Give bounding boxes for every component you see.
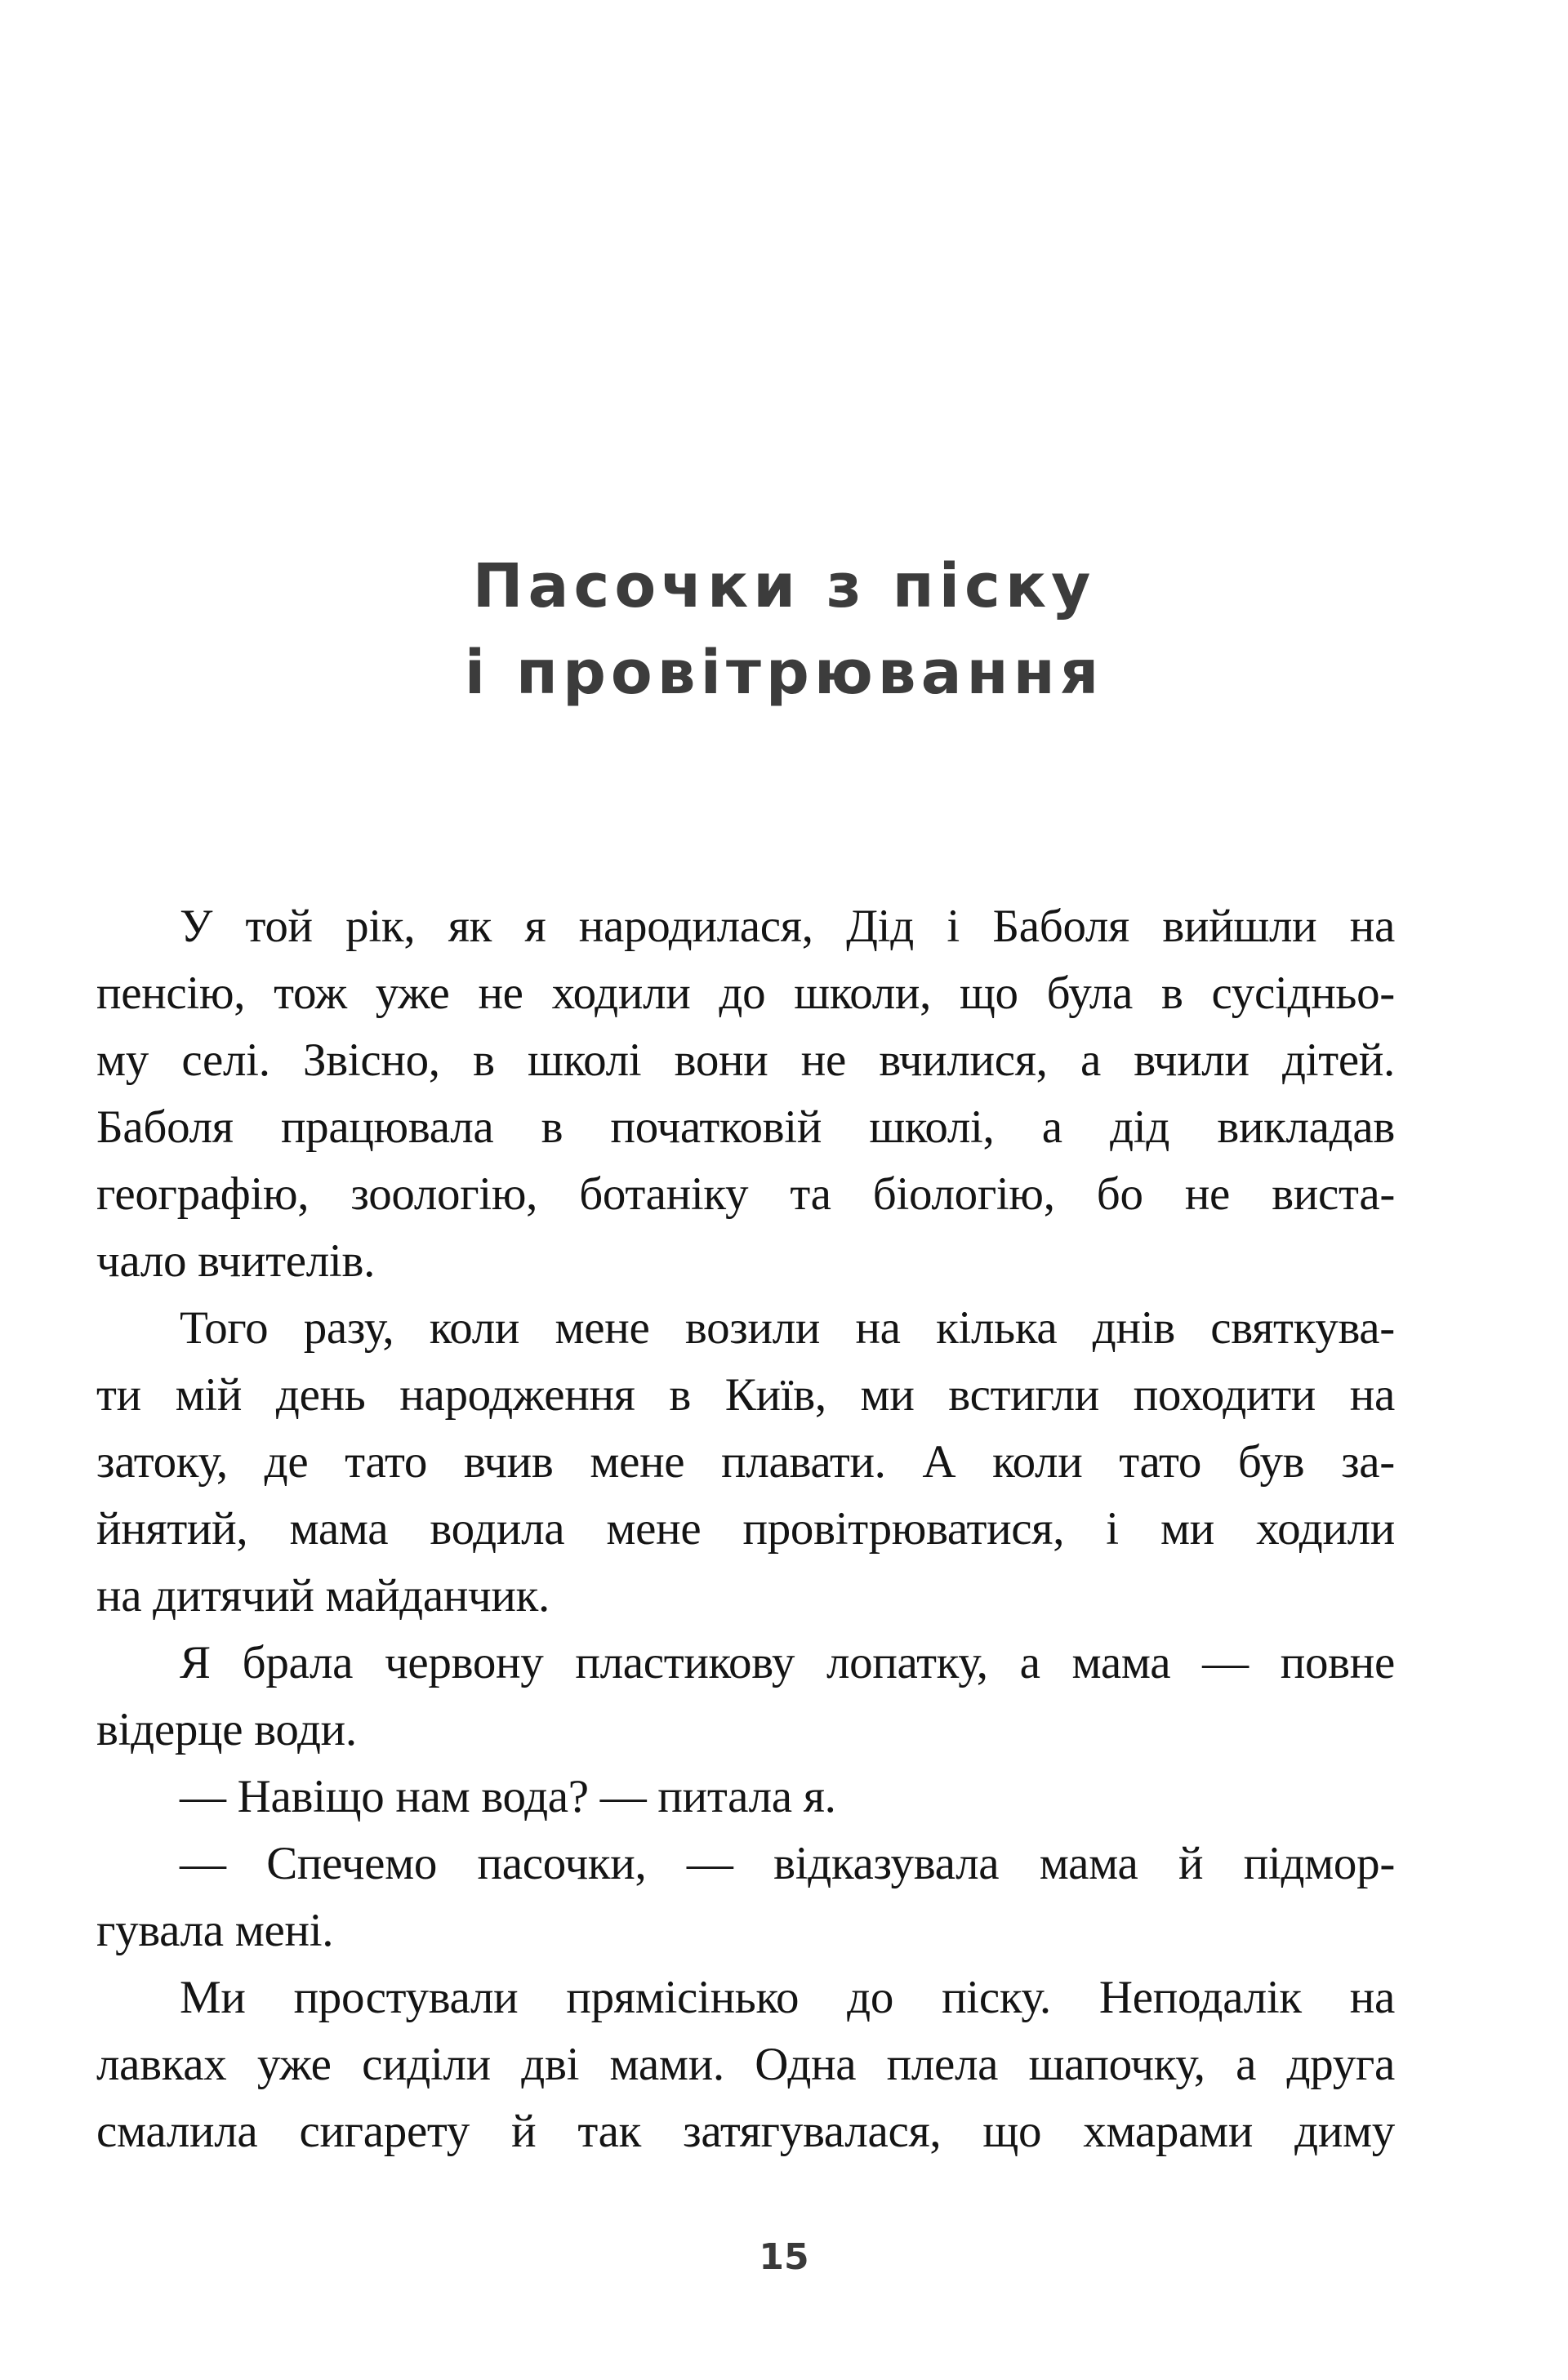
- text-line: на дитячий майданчик.: [96, 1570, 550, 1622]
- text-line: географію, зоологію, ботаніку та біологію, бо не виста-: [96, 1168, 1395, 1220]
- text-line: лавках уже сиділи дві мами. Одна плела шапочку, а друга: [96, 2039, 1395, 2090]
- text-line: відерце води.: [96, 1704, 357, 1755]
- text-line: му селі. Звісно, в школі вони не вчилися, а вчили дітей.: [96, 1034, 1395, 1086]
- body-text: [96, 893, 1395, 2165]
- text-line: У той рік, як я народилася, Дід і Баболя вийшли на: [180, 901, 1395, 952]
- chapter-title-line-2: і провітрювання: [464, 637, 1104, 708]
- text-line: пенсію, тож уже не ходили до школи, що була в сусідньо-: [96, 968, 1395, 1019]
- text-line: затоку, де тато вчив мене плавати. А коли тато був за-: [96, 1436, 1395, 1488]
- text-line: йнятий, мама водила мене провітрюватися, і ми ходили: [96, 1503, 1395, 1555]
- text-line: Я брала червону пластикову лопатку, а мама — повне: [180, 1637, 1395, 1688]
- page-number: 15: [759, 2236, 809, 2278]
- text-line: смалила сигарету й так затягувалася, що хмарами диму: [96, 2106, 1395, 2157]
- text-line: гувала мені.: [96, 1905, 334, 1956]
- text-line: — Навіщо нам вода? — питала я.: [180, 1771, 836, 1822]
- text-line: ти мій день народження в Київ, ми встигли походити на: [96, 1369, 1395, 1421]
- text-line: — Спечемо пасочки, — відказувала мама й підмор-: [180, 1838, 1395, 1889]
- text-line: Того разу, коли мене возили на кілька днів святкува-: [180, 1302, 1395, 1354]
- text-line: чало вчителів.: [96, 1235, 376, 1287]
- chapter-title: [0, 543, 1568, 716]
- text-line: Ми простували прямісінько до піску. Неподалік на: [180, 1972, 1395, 2023]
- chapter-title-line-1: Пасочки з піску: [472, 550, 1096, 621]
- text-line: Баболя працювала в початковій школі, а дід викладав: [96, 1101, 1395, 1153]
